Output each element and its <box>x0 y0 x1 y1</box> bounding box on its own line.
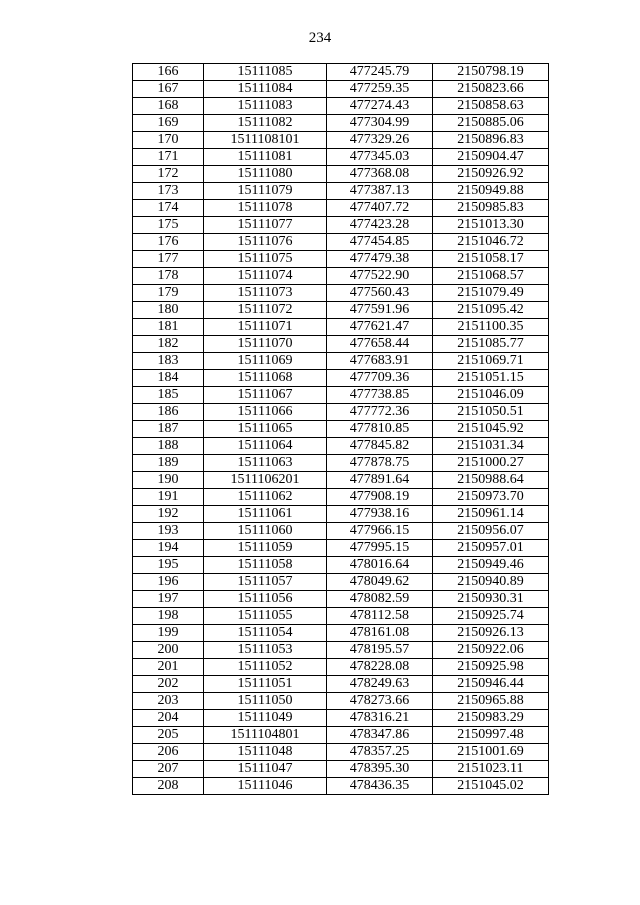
point-id-cell: 15111080 <box>204 166 327 183</box>
y-coordinate-cell: 2150961.14 <box>433 506 549 523</box>
y-coordinate-cell: 2150823.66 <box>433 81 549 98</box>
table-row <box>133 693 549 710</box>
point-id-cell: 15111065 <box>204 421 327 438</box>
point-id-cell: 15111064 <box>204 438 327 455</box>
x-coordinate-cell: 478016.64 <box>327 557 433 574</box>
row-number-cell: 167 <box>133 81 204 98</box>
row-number-cell: 184 <box>133 370 204 387</box>
x-coordinate-cell: 478112.58 <box>327 608 433 625</box>
y-coordinate-cell: 2150956.07 <box>433 523 549 540</box>
point-id-cell: 15111073 <box>204 285 327 302</box>
row-number-cell: 182 <box>133 336 204 353</box>
y-coordinate-cell: 2150925.98 <box>433 659 549 676</box>
point-id-cell: 1511108101 <box>204 132 327 149</box>
point-id-cell: 15111059 <box>204 540 327 557</box>
point-id-cell: 15111076 <box>204 234 327 251</box>
point-id-cell: 15111058 <box>204 557 327 574</box>
table-row <box>133 336 549 353</box>
row-number-cell: 206 <box>133 744 204 761</box>
point-id-cell: 1511104801 <box>204 727 327 744</box>
row-number-cell: 168 <box>133 98 204 115</box>
x-coordinate-cell: 477810.85 <box>327 421 433 438</box>
y-coordinate-cell: 2150858.63 <box>433 98 549 115</box>
row-number-cell: 203 <box>133 693 204 710</box>
table-row <box>133 115 549 132</box>
y-coordinate-cell: 2151001.69 <box>433 744 549 761</box>
point-id-cell: 15111066 <box>204 404 327 421</box>
table-row <box>133 64 549 81</box>
point-id-cell: 15111068 <box>204 370 327 387</box>
y-coordinate-cell: 2150896.83 <box>433 132 549 149</box>
x-coordinate-cell: 477522.90 <box>327 268 433 285</box>
x-coordinate-cell: 478049.62 <box>327 574 433 591</box>
y-coordinate-cell: 2151046.09 <box>433 387 549 404</box>
point-id-cell: 15111057 <box>204 574 327 591</box>
point-id-cell: 15111075 <box>204 251 327 268</box>
table-row <box>133 574 549 591</box>
row-number-cell: 181 <box>133 319 204 336</box>
x-coordinate-cell: 478228.08 <box>327 659 433 676</box>
table-row <box>133 489 549 506</box>
y-coordinate-cell: 2150885.06 <box>433 115 549 132</box>
point-id-cell: 15111046 <box>204 778 327 795</box>
point-id-cell: 15111083 <box>204 98 327 115</box>
y-coordinate-cell: 2150940.89 <box>433 574 549 591</box>
x-coordinate-cell: 477709.36 <box>327 370 433 387</box>
x-coordinate-cell: 478347.86 <box>327 727 433 744</box>
point-id-cell: 15111081 <box>204 149 327 166</box>
y-coordinate-cell: 2151100.35 <box>433 319 549 336</box>
row-number-cell: 199 <box>133 625 204 642</box>
row-number-cell: 169 <box>133 115 204 132</box>
row-number-cell: 201 <box>133 659 204 676</box>
table-row <box>133 642 549 659</box>
point-id-cell: 15111047 <box>204 761 327 778</box>
row-number-cell: 174 <box>133 200 204 217</box>
y-coordinate-cell: 2151000.27 <box>433 455 549 472</box>
table-row <box>133 81 549 98</box>
table-row <box>133 200 549 217</box>
table-row <box>133 132 549 149</box>
x-coordinate-cell: 477259.35 <box>327 81 433 98</box>
y-coordinate-cell: 2151058.17 <box>433 251 549 268</box>
table-row <box>133 625 549 642</box>
table-row <box>133 353 549 370</box>
table-row <box>133 761 549 778</box>
table-row <box>133 404 549 421</box>
y-coordinate-cell: 2150965.88 <box>433 693 549 710</box>
y-coordinate-cell: 2150922.06 <box>433 642 549 659</box>
table-row <box>133 421 549 438</box>
table-row <box>133 217 549 234</box>
table-row <box>133 234 549 251</box>
row-number-cell: 193 <box>133 523 204 540</box>
y-coordinate-cell: 2150957.01 <box>433 540 549 557</box>
row-number-cell: 170 <box>133 132 204 149</box>
x-coordinate-cell: 477407.72 <box>327 200 433 217</box>
x-coordinate-cell: 477591.96 <box>327 302 433 319</box>
y-coordinate-cell: 2150973.70 <box>433 489 549 506</box>
point-id-cell: 15111049 <box>204 710 327 727</box>
point-id-cell: 15111082 <box>204 115 327 132</box>
table-row <box>133 540 549 557</box>
point-id-cell: 15111048 <box>204 744 327 761</box>
point-id-cell: 15111071 <box>204 319 327 336</box>
y-coordinate-cell: 2150988.64 <box>433 472 549 489</box>
x-coordinate-cell: 477329.26 <box>327 132 433 149</box>
point-id-cell: 15111069 <box>204 353 327 370</box>
point-id-cell: 15111077 <box>204 217 327 234</box>
y-coordinate-cell: 2151046.72 <box>433 234 549 251</box>
x-coordinate-cell: 477908.19 <box>327 489 433 506</box>
x-coordinate-cell: 478316.21 <box>327 710 433 727</box>
table-row <box>133 268 549 285</box>
row-number-cell: 204 <box>133 710 204 727</box>
point-id-cell: 15111060 <box>204 523 327 540</box>
x-coordinate-cell: 477479.38 <box>327 251 433 268</box>
point-id-cell: 15111055 <box>204 608 327 625</box>
y-coordinate-cell: 2150983.29 <box>433 710 549 727</box>
table-row <box>133 727 549 744</box>
table-row <box>133 710 549 727</box>
x-coordinate-cell: 477683.91 <box>327 353 433 370</box>
point-id-cell: 15111052 <box>204 659 327 676</box>
table-row <box>133 302 549 319</box>
y-coordinate-cell: 2150798.19 <box>433 64 549 81</box>
table-row <box>133 387 549 404</box>
row-number-cell: 205 <box>133 727 204 744</box>
point-id-cell: 1511106201 <box>204 472 327 489</box>
x-coordinate-cell: 477423.28 <box>327 217 433 234</box>
row-number-cell: 192 <box>133 506 204 523</box>
point-id-cell: 15111056 <box>204 591 327 608</box>
point-id-cell: 15111078 <box>204 200 327 217</box>
y-coordinate-cell: 2150925.74 <box>433 608 549 625</box>
table-row <box>133 438 549 455</box>
row-number-cell: 180 <box>133 302 204 319</box>
y-coordinate-cell: 2150949.46 <box>433 557 549 574</box>
table-row <box>133 166 549 183</box>
table-row <box>133 744 549 761</box>
point-id-cell: 15111063 <box>204 455 327 472</box>
y-coordinate-cell: 2150926.13 <box>433 625 549 642</box>
table-row <box>133 98 549 115</box>
point-id-cell: 15111051 <box>204 676 327 693</box>
x-coordinate-cell: 477658.44 <box>327 336 433 353</box>
x-coordinate-cell: 477245.79 <box>327 64 433 81</box>
point-id-cell: 15111072 <box>204 302 327 319</box>
row-number-cell: 172 <box>133 166 204 183</box>
row-number-cell: 198 <box>133 608 204 625</box>
y-coordinate-cell: 2150985.83 <box>433 200 549 217</box>
table-row <box>133 285 549 302</box>
x-coordinate-cell: 477878.75 <box>327 455 433 472</box>
row-number-cell: 187 <box>133 421 204 438</box>
row-number-cell: 186 <box>133 404 204 421</box>
point-id-cell: 15111070 <box>204 336 327 353</box>
x-coordinate-cell: 477891.64 <box>327 472 433 489</box>
x-coordinate-cell: 477621.47 <box>327 319 433 336</box>
y-coordinate-cell: 2151050.51 <box>433 404 549 421</box>
y-coordinate-cell: 2151095.42 <box>433 302 549 319</box>
x-coordinate-cell: 477938.16 <box>327 506 433 523</box>
row-number-cell: 189 <box>133 455 204 472</box>
table-row <box>133 370 549 387</box>
row-number-cell: 177 <box>133 251 204 268</box>
row-number-cell: 207 <box>133 761 204 778</box>
x-coordinate-cell: 477845.82 <box>327 438 433 455</box>
y-coordinate-cell: 2151045.92 <box>433 421 549 438</box>
x-coordinate-cell: 477560.43 <box>327 285 433 302</box>
x-coordinate-cell: 477966.15 <box>327 523 433 540</box>
table-body <box>133 64 549 795</box>
y-coordinate-cell: 2150946.44 <box>433 676 549 693</box>
row-number-cell: 175 <box>133 217 204 234</box>
point-id-cell: 15111050 <box>204 693 327 710</box>
y-coordinate-cell: 2151068.57 <box>433 268 549 285</box>
coordinates-table <box>132 63 549 795</box>
table-row <box>133 183 549 200</box>
point-id-cell: 15111079 <box>204 183 327 200</box>
x-coordinate-cell: 477738.85 <box>327 387 433 404</box>
page-number: 234 <box>308 30 332 46</box>
point-id-cell: 15111085 <box>204 64 327 81</box>
point-id-cell: 15111061 <box>204 506 327 523</box>
x-coordinate-cell: 478357.25 <box>327 744 433 761</box>
table-row <box>133 659 549 676</box>
row-number-cell: 176 <box>133 234 204 251</box>
y-coordinate-cell: 2150926.92 <box>433 166 549 183</box>
table-row <box>133 149 549 166</box>
row-number-cell: 178 <box>133 268 204 285</box>
x-coordinate-cell: 478249.63 <box>327 676 433 693</box>
table-row <box>133 591 549 608</box>
row-number-cell: 183 <box>133 353 204 370</box>
table-row <box>133 472 549 489</box>
row-number-cell: 179 <box>133 285 204 302</box>
table-row <box>133 557 549 574</box>
x-coordinate-cell: 477368.08 <box>327 166 433 183</box>
y-coordinate-cell: 2150930.31 <box>433 591 549 608</box>
table-row <box>133 778 549 795</box>
row-number-cell: 195 <box>133 557 204 574</box>
row-number-cell: 208 <box>133 778 204 795</box>
y-coordinate-cell: 2151085.77 <box>433 336 549 353</box>
table-row <box>133 319 549 336</box>
y-coordinate-cell: 2151051.15 <box>433 370 549 387</box>
x-coordinate-cell: 477772.36 <box>327 404 433 421</box>
row-number-cell: 202 <box>133 676 204 693</box>
table-row <box>133 523 549 540</box>
y-coordinate-cell: 2151045.02 <box>433 778 549 795</box>
x-coordinate-cell: 478436.35 <box>327 778 433 795</box>
y-coordinate-cell: 2151079.49 <box>433 285 549 302</box>
x-coordinate-cell: 478082.59 <box>327 591 433 608</box>
table-row <box>133 608 549 625</box>
table-row <box>133 455 549 472</box>
y-coordinate-cell: 2151023.11 <box>433 761 549 778</box>
row-number-cell: 191 <box>133 489 204 506</box>
x-coordinate-cell: 478161.08 <box>327 625 433 642</box>
row-number-cell: 197 <box>133 591 204 608</box>
y-coordinate-cell: 2150997.48 <box>433 727 549 744</box>
point-id-cell: 15111053 <box>204 642 327 659</box>
row-number-cell: 200 <box>133 642 204 659</box>
y-coordinate-cell: 2151013.30 <box>433 217 549 234</box>
row-number-cell: 166 <box>133 64 204 81</box>
row-number-cell: 196 <box>133 574 204 591</box>
row-number-cell: 194 <box>133 540 204 557</box>
row-number-cell: 190 <box>133 472 204 489</box>
y-coordinate-cell: 2151031.34 <box>433 438 549 455</box>
table-row <box>133 676 549 693</box>
x-coordinate-cell: 477995.15 <box>327 540 433 557</box>
row-number-cell: 188 <box>133 438 204 455</box>
x-coordinate-cell: 478195.57 <box>327 642 433 659</box>
row-number-cell: 171 <box>133 149 204 166</box>
table-row <box>133 506 549 523</box>
y-coordinate-cell: 2150904.47 <box>433 149 549 166</box>
x-coordinate-cell: 477274.43 <box>327 98 433 115</box>
x-coordinate-cell: 478395.30 <box>327 761 433 778</box>
point-id-cell: 15111084 <box>204 81 327 98</box>
x-coordinate-cell: 477345.03 <box>327 149 433 166</box>
x-coordinate-cell: 477454.85 <box>327 234 433 251</box>
row-number-cell: 185 <box>133 387 204 404</box>
x-coordinate-cell: 477387.13 <box>327 183 433 200</box>
table-row <box>133 251 549 268</box>
y-coordinate-cell: 2151069.71 <box>433 353 549 370</box>
point-id-cell: 15111074 <box>204 268 327 285</box>
x-coordinate-cell: 477304.99 <box>327 115 433 132</box>
point-id-cell: 15111062 <box>204 489 327 506</box>
y-coordinate-cell: 2150949.88 <box>433 183 549 200</box>
row-number-cell: 173 <box>133 183 204 200</box>
point-id-cell: 15111067 <box>204 387 327 404</box>
point-id-cell: 15111054 <box>204 625 327 642</box>
x-coordinate-cell: 478273.66 <box>327 693 433 710</box>
